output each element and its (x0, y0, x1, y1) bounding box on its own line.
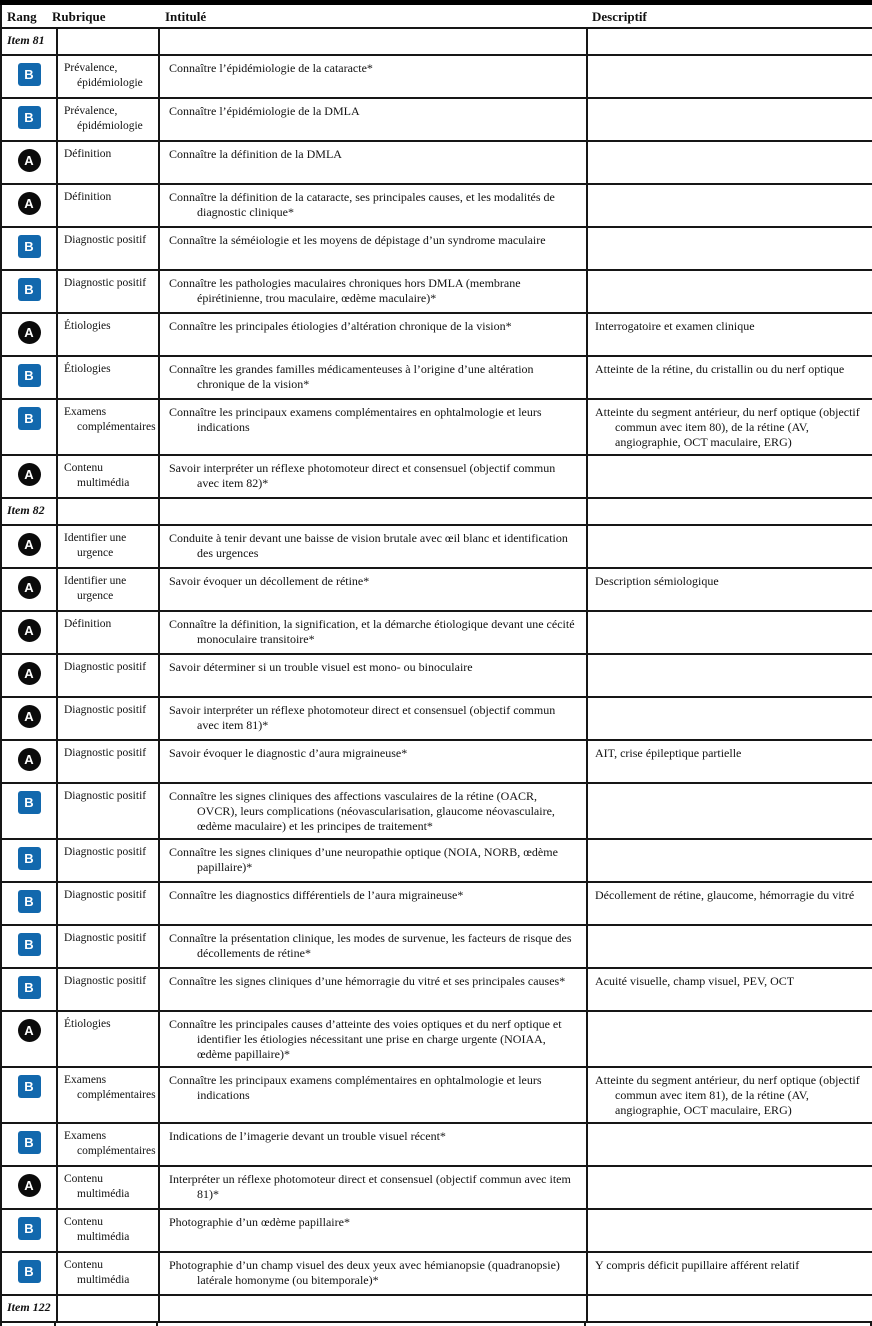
intitule-cell (159, 356, 587, 399)
intitule-cell (159, 839, 587, 882)
descriptif-text: Décollement de rétine, glaucome, hémorragie du vitré (595, 887, 855, 902)
rubrique-text: Examens complémentaires (64, 1129, 156, 1157)
rubrique-text: Identifier une urgence (64, 574, 127, 602)
rank-badge: B (18, 847, 41, 870)
section-label: Item 122 (7, 1299, 51, 1314)
rubrique-text: Identifier une urgence (64, 531, 127, 559)
rubrique-text: Prévalence, épidémiologie (64, 104, 143, 132)
intitule-text: Connaître la présentation clinique, les modes de survenue, les facteurs de risque des décollements de rétine* (169, 930, 572, 960)
intitule-text: Savoir déterminer si un trouble visuel est mono- ou binoculaire (169, 659, 473, 674)
descriptif-cell (587, 1252, 872, 1295)
descriptif-cell (587, 1067, 872, 1123)
descriptif-cell (587, 184, 872, 227)
table-row (1, 399, 872, 455)
intitule-cell (159, 525, 587, 568)
table-row (1, 1123, 872, 1166)
rubrique-cell (57, 455, 159, 498)
rank-badge: A (18, 619, 41, 642)
column-header-descriptif: Descriptif (592, 9, 647, 24)
descriptif-cell (587, 270, 872, 313)
table-row (1, 184, 872, 227)
rubrique-text: Contenu multimédia (64, 461, 130, 489)
rang-cell (1, 611, 57, 654)
rang-cell (1, 55, 57, 98)
header-row (1, 3, 872, 28)
table-row (1, 1209, 872, 1252)
intitule-cell (159, 882, 587, 925)
rubrique-cell (57, 654, 159, 697)
rank-badge: A (18, 1174, 41, 1197)
empty-intitule-cell (159, 498, 587, 525)
rank-badge: B (18, 235, 41, 258)
section-label-cell (1, 498, 57, 525)
rubrique-cell (57, 882, 159, 925)
rang-cell (1, 1209, 57, 1252)
rang-cell (1, 740, 57, 783)
intitule-text: Photographie d’un œdème papillaire* (169, 1214, 350, 1229)
descriptif-cell (587, 55, 872, 98)
table-row (1, 1067, 872, 1123)
table-row (1, 611, 872, 654)
intitule-cell (159, 1123, 587, 1166)
intitule-cell (159, 227, 587, 270)
descriptif-cell (587, 313, 872, 356)
rank-badge: B (18, 1131, 41, 1154)
intitule-cell (159, 1252, 587, 1295)
rubrique-cell (57, 568, 159, 611)
descriptif-cell (587, 611, 872, 654)
rang-cell (1, 1011, 57, 1067)
intitule-cell (159, 1067, 587, 1123)
table-row (1, 356, 872, 399)
intitule-text: Connaître les principaux examens complémentaires en ophtalmologie et leurs indications (169, 404, 542, 434)
rank-badge: B (18, 890, 41, 913)
section-label: Item 82 (7, 502, 45, 517)
rang-cell (1, 399, 57, 455)
rang-cell (1, 697, 57, 740)
rubrique-text: Contenu multimédia (64, 1172, 130, 1200)
rubrique-text: Diagnostic positif (64, 931, 147, 944)
rang-cell (1, 783, 57, 839)
intitule-cell (159, 98, 587, 141)
rank-badge: B (18, 278, 41, 301)
rubrique-cell (57, 1067, 159, 1123)
intitule-text: Connaître l’épidémiologie de la cataracte* (169, 60, 373, 75)
rubrique-cell (57, 740, 159, 783)
descriptif-cell (587, 1166, 872, 1209)
intitule-cell (159, 783, 587, 839)
rang-cell (1, 98, 57, 141)
descriptif-cell (587, 568, 872, 611)
descriptif-cell (587, 356, 872, 399)
rubrique-text: Diagnostic positif (64, 974, 147, 987)
intitule-text: Connaître la définition, la signification, et la démarche étiologique devant une cécité monoculaire transitoire* (169, 616, 575, 646)
rubrique-cell (57, 313, 159, 356)
descriptif-cell (587, 839, 872, 882)
rubrique-cell (57, 1011, 159, 1067)
rubrique-text: Définition (64, 190, 112, 203)
rubrique-cell (57, 1123, 159, 1166)
section-row (1, 28, 872, 55)
empty-rubrique-cell (57, 1295, 159, 1322)
empty-intitule-cell (159, 28, 587, 55)
rubrique-text: Diagnostic positif (64, 789, 147, 802)
table-row (1, 270, 872, 313)
rank-badge: A (18, 192, 41, 215)
rubrique-cell (57, 270, 159, 313)
descriptif-cell (587, 1123, 872, 1166)
intitule-cell (159, 968, 587, 1011)
rank-badge: B (18, 976, 41, 999)
rang-cell (1, 1067, 57, 1123)
empty-rubrique-cell (57, 498, 159, 525)
intitule-text: Savoir évoquer un décollement de rétine* (169, 573, 370, 588)
rang-cell (1, 925, 57, 968)
descriptif-text: Atteinte de la rétine, du cristallin ou du nerf optique (595, 361, 845, 376)
rank-badge: A (18, 533, 41, 556)
rang-cell (1, 184, 57, 227)
table-row (1, 697, 872, 740)
rank-badge: A (18, 705, 41, 728)
rubrique-text: Étiologies (64, 319, 111, 332)
descriptif-text: Atteinte du segment antérieur, du nerf optique (objectif commun avec item 81), de la rétine (AV, angiographie, OCT maculaire, ERG) (595, 1072, 860, 1117)
rang-cell (1, 227, 57, 270)
empty-intitule-cell (159, 1295, 587, 1322)
intitule-text: Indications de l’imagerie devant un trouble visuel récent* (169, 1128, 446, 1143)
table-row (1, 227, 872, 270)
column-header-intitule: Intitulé (165, 9, 207, 24)
intitule-text: Connaître les principales causes d’atteinte des voies optiques et du nerf optique et identifier les étiologies nécessitant une prise en charge urgente (NOIAA, œdème papillaire)* (169, 1016, 562, 1061)
table-row (1, 55, 872, 98)
rank-badge: B (18, 933, 41, 956)
descriptif-text: Atteinte du segment antérieur, du nerf optique (objectif commun avec item 80), de la rétine (AV, angiographie, OCT maculaire, ERG) (595, 404, 860, 449)
intitule-text: Connaître les principaux examens complémentaires en ophtalmologie et leurs indications (169, 1072, 542, 1102)
rank-badge: A (18, 748, 41, 771)
intitule-text: Savoir interpréter un réflexe photomoteur direct et consensuel (objectif commun avec item 81)* (169, 702, 556, 732)
intitule-text: Connaître les signes cliniques d’une hémorragie du vitré et ses principales causes* (169, 973, 566, 988)
section-row (1, 1295, 872, 1322)
intitule-cell (159, 141, 587, 184)
empty-descriptif-cell (587, 498, 872, 525)
descriptif-text: Acuité visuelle, champ visuel, PEV, OCT (595, 973, 795, 988)
intitule-cell (159, 740, 587, 783)
rang-cell (1, 313, 57, 356)
intitule-text: Conduite à tenir devant une baisse de vision brutale avec œil blanc et identification des urgences (169, 530, 568, 560)
rank-badge: A (18, 463, 41, 486)
descriptif-text: Y compris déficit pupillaire afférent relatif (595, 1257, 800, 1272)
table-row (1, 568, 872, 611)
rubrique-text: Définition (64, 617, 112, 630)
rang-cell (1, 654, 57, 697)
rubrique-text: Diagnostic positif (64, 233, 147, 246)
intitule-text: Connaître la définition de la DMLA (169, 146, 342, 161)
rang-cell (1, 455, 57, 498)
rang-cell (1, 270, 57, 313)
intitule-cell (159, 55, 587, 98)
intitule-cell (159, 1209, 587, 1252)
intitule-text: Connaître les signes cliniques d’une neuropathie optique (NOIA, NORB, œdème papillaire)* (169, 844, 558, 874)
table-row (1, 654, 872, 697)
rank-badge: A (18, 1019, 41, 1042)
rubrique-cell (57, 1166, 159, 1209)
intitule-text: Photographie d’un champ visuel des deux yeux avec hémianopsie (quadranopsie) latérale homonyme (ou bitemporale)* (169, 1257, 560, 1287)
rubrique-text: Diagnostic positif (64, 845, 147, 858)
intitule-cell (159, 399, 587, 455)
rubrique-text: Étiologies (64, 362, 111, 375)
table-row (1, 1011, 872, 1067)
table-header (1, 3, 872, 28)
rubrique-cell (57, 98, 159, 141)
rank-badge: B (18, 1075, 41, 1098)
rubrique-cell (57, 1252, 159, 1295)
intitule-cell (159, 568, 587, 611)
rubrique-cell (57, 356, 159, 399)
intitule-text: Connaître la définition de la cataracte, ses principales causes, et les modalités de diagnostic clinique* (169, 189, 555, 219)
table-row (1, 98, 872, 141)
rubrique-cell (57, 839, 159, 882)
rubrique-text: Diagnostic positif (64, 703, 147, 716)
descriptif-cell (587, 882, 872, 925)
rubrique-text: Diagnostic positif (64, 660, 147, 673)
intitule-text: Connaître les signes cliniques des affections vasculaires de la rétine (OACR, OVCR), leurs complications (néovascularisation, glaucome néovasculaire, œdème maculaire) et les principes de traitement* (169, 788, 555, 833)
intitule-cell (159, 270, 587, 313)
rubrique-cell (57, 968, 159, 1011)
rang-cell (1, 1166, 57, 1209)
rang-cell (1, 1123, 57, 1166)
rank-badge: A (18, 576, 41, 599)
rang-cell (1, 525, 57, 568)
descriptif-cell (587, 525, 872, 568)
intitule-cell (159, 654, 587, 697)
rubrique-cell (57, 611, 159, 654)
section-label-cell (1, 28, 57, 55)
rubrique-cell (57, 783, 159, 839)
intitule-cell (159, 1166, 587, 1209)
rubrique-text: Diagnostic positif (64, 888, 147, 901)
empty-descriptif-cell (587, 28, 872, 55)
rubrique-cell (57, 227, 159, 270)
rubrique-cell (57, 141, 159, 184)
descriptif-cell (587, 968, 872, 1011)
rang-cell (1, 1252, 57, 1295)
intitule-cell (159, 925, 587, 968)
table-row (1, 525, 872, 568)
descriptif-cell (587, 1011, 872, 1067)
rank-badge: A (18, 321, 41, 344)
intitule-text: Connaître les pathologies maculaires chroniques hors DMLA (membrane épirétinienne, trou maculaire, œdème maculaire)* (169, 275, 521, 305)
rang-cell (1, 141, 57, 184)
rank-badge: B (18, 1260, 41, 1283)
rubrique-text: Contenu multimédia (64, 1215, 130, 1243)
rubrique-cell (57, 399, 159, 455)
intitule-text: Connaître les diagnostics différentiels de l’aura migraineuse* (169, 887, 464, 902)
rank-badge: B (18, 364, 41, 387)
empty-rubrique-cell (57, 28, 159, 55)
intitule-text: Connaître les principales étiologies d’altération chronique de la vision* (169, 318, 512, 333)
intitule-text: Interpréter un réflexe photomoteur direct et consensuel (objectif commun avec item 81)* (169, 1171, 571, 1201)
intitule-cell (159, 611, 587, 654)
descriptif-text: AIT, crise épileptique partielle (595, 745, 742, 760)
rank-badge: B (18, 791, 41, 814)
rubrique-text: Examens complémentaires (64, 1073, 156, 1101)
rubrique-text: Définition (64, 147, 112, 160)
descriptif-cell (587, 399, 872, 455)
intitule-text: Connaître les grandes familles médicamenteuses à l’origine d’une altération chronique de la vision* (169, 361, 534, 391)
table-row (1, 1252, 872, 1295)
table-row (1, 141, 872, 184)
intitule-text: Connaître l’épidémiologie de la DMLA (169, 103, 360, 118)
rank-badge: A (18, 149, 41, 172)
rang-cell (1, 839, 57, 882)
intitule-cell (159, 455, 587, 498)
section-label: Item 81 (7, 32, 45, 47)
intitule-text: Savoir évoquer le diagnostic d’aura migraineuse* (169, 745, 408, 760)
table-row (1, 1166, 872, 1209)
descriptif-cell (587, 697, 872, 740)
table-row (1, 968, 872, 1011)
descriptif-cell (587, 455, 872, 498)
rubrique-text: Étiologies (64, 1017, 111, 1030)
table-row (1, 313, 872, 356)
rubrique-text: Prévalence, épidémiologie (64, 61, 143, 89)
rubrique-text: Diagnostic positif (64, 276, 147, 289)
rubrique-cell (57, 697, 159, 740)
descriptif-text: Interrogatoire et examen clinique (595, 318, 755, 333)
rang-cell (1, 356, 57, 399)
column-header-rubrique: Rubrique (52, 9, 106, 24)
rubrique-cell (57, 184, 159, 227)
intitule-text: Savoir interpréter un réflexe photomoteur direct et consensuel (objectif commun avec item 82)* (169, 460, 556, 490)
intitule-text: Connaître la séméiologie et les moyens de dépistage d’un syndrome maculaire (169, 232, 546, 247)
intitule-cell (159, 697, 587, 740)
table-row (1, 839, 872, 882)
rank-badge: B (18, 1217, 41, 1240)
descriptif-cell (587, 925, 872, 968)
rank-badge: B (18, 407, 41, 430)
clipped-next-row (0, 1323, 872, 1326)
rank-badge: B (18, 106, 41, 129)
table-row (1, 882, 872, 925)
empty-descriptif-cell (587, 1295, 872, 1322)
table-body (1, 28, 872, 1322)
descriptif-cell (587, 740, 872, 783)
intitule-cell (159, 313, 587, 356)
descriptif-cell (587, 227, 872, 270)
rubrique-text: Contenu multimédia (64, 1258, 130, 1286)
descriptif-cell (587, 141, 872, 184)
rubrique-cell (57, 1209, 159, 1252)
descriptif-cell (587, 98, 872, 141)
table-row (1, 783, 872, 839)
intitule-cell (159, 1011, 587, 1067)
table-row (1, 740, 872, 783)
rubrique-cell (57, 55, 159, 98)
descriptif-cell (587, 783, 872, 839)
descriptif-text: Description sémiologique (595, 573, 719, 588)
intitule-cell (159, 184, 587, 227)
table-row (1, 455, 872, 498)
rank-badge: B (18, 63, 41, 86)
section-label-cell (1, 1295, 57, 1322)
rank-badge: A (18, 662, 41, 685)
descriptif-cell (587, 654, 872, 697)
column-header-rang: Rang (7, 9, 37, 24)
rubrique-text: Diagnostic positif (64, 746, 147, 759)
section-row (1, 498, 872, 525)
table-row (1, 925, 872, 968)
rang-cell (1, 568, 57, 611)
rang-cell (1, 968, 57, 1011)
rubrique-cell (57, 525, 159, 568)
descriptif-cell (587, 1209, 872, 1252)
rubrique-cell (57, 925, 159, 968)
rang-cell (1, 882, 57, 925)
rubrique-text: Examens complémentaires (64, 405, 156, 433)
